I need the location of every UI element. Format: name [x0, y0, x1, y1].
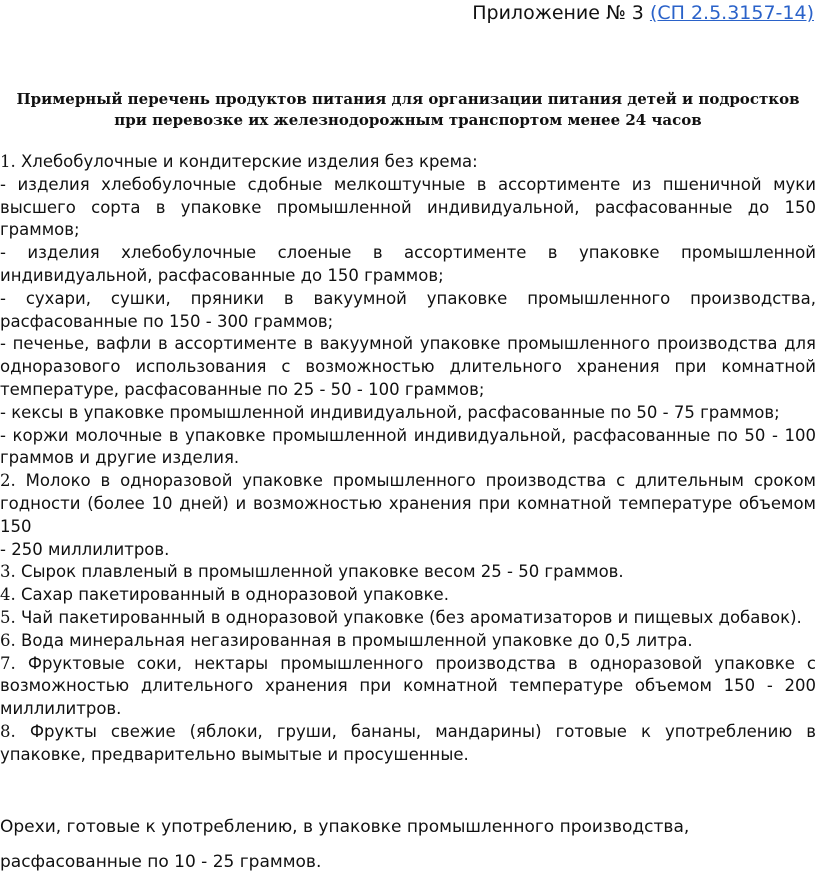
item-marker: 7. [0, 653, 16, 673]
item-text: кексы в упаковке промышленной индивидуальной, расфасованные по 50 - 75 граммов; [5, 402, 780, 422]
document-title [0, 89, 816, 131]
list-item [0, 561, 816, 584]
list-item [0, 607, 816, 630]
item-text: Хлебобулочные и кондитерские изделия без крема: [15, 152, 478, 171]
list-item [0, 470, 816, 538]
appendix-label: Приложение № 3 [472, 2, 650, 24]
nuts-line-2: расфасованные по 10 - 25 граммов. [0, 852, 322, 872]
item-marker: - [0, 243, 6, 263]
list-item [0, 174, 816, 242]
item-marker: - [0, 288, 6, 308]
item-text: Сахар пакетированный в одноразовой упаковке. [15, 585, 449, 605]
nuts-line-1: Орехи, готовые к употреблению, в упаковке промышленного производства, [0, 817, 690, 837]
item-marker: - [0, 539, 6, 559]
item-text: Фрукты свежие (яблоки, груши, бананы, мандарины) готовые к употреблению в упаковке, предварительно вымытые и просушенные. [0, 721, 816, 764]
list-item [0, 288, 816, 334]
list-item [0, 584, 816, 607]
appendix-header [472, 1, 814, 25]
regulation-link[interactable]: (СП 2.5.3157-14) [649, 2, 814, 24]
item-marker: - [0, 402, 6, 422]
list-item [0, 151, 816, 174]
item-marker: 4. [0, 585, 16, 605]
item-text: сухари, сушки, пряники в вакуумной упаковке промышленного производства, расфасованные по 150 - 300 граммов; [0, 288, 816, 331]
list-item [0, 333, 816, 401]
item-text: печенье, вафли в ассортименте в вакуумной упаковке промышленного производства для одноразового использования с возможностью длительного хранения при комнатной температуре, расфасованные по 25 - 50 - 100 граммов; [0, 334, 816, 399]
item-text: Молоко в одноразовой упаковке промышленного производства с длительным сроком годности (более 10 дней) и возможностью хранения при комнатной температуре объемом 150 [0, 471, 816, 536]
item-marker: 8. [0, 721, 16, 741]
list-item [0, 721, 816, 767]
item-text: 250 миллилитров. [5, 539, 170, 559]
item-text: изделия хлебобулочные слоеные в ассортименте в упаковке промышленной индивидуальной, расфасованные до 150 граммов; [0, 243, 816, 285]
list-item [0, 630, 816, 653]
item-marker: - [0, 334, 6, 354]
title-line-1: Примерный перечень продуктов питания для организации питания детей и подростков [16, 90, 800, 108]
item-marker: - [0, 174, 6, 194]
item-marker: 3. [0, 562, 16, 582]
item-marker: 2. [0, 471, 16, 491]
item-text: Чай пакетированный в одноразовой упаковке (без ароматизаторов и пищевых добавок). [15, 607, 802, 627]
list-item [0, 653, 816, 721]
item-marker: - [0, 425, 6, 445]
item-text: Сырок плавленый в промышленной упаковке весом 25 - 50 граммов. [15, 562, 624, 582]
list-item [0, 402, 816, 425]
list-item [0, 242, 816, 288]
item-text: Вода минеральная негазированная в промышленной упаковке до 0,5 литра. [15, 630, 693, 650]
product-list [0, 151, 816, 767]
item-marker: 5. [0, 607, 16, 627]
item-marker: 6. [0, 630, 16, 650]
item-text: Фруктовые соки, нектары промышленного производства в одноразовой упаковке с возможностью длительного хранения при комнатной температуре объемом 150 - 200 миллилитров. [0, 653, 816, 719]
list-item [0, 539, 816, 562]
list-item [0, 425, 816, 471]
item-marker: 1. [0, 152, 16, 171]
item-text: изделия хлебобулочные сдобные мелкоштучные в ассортименте из пшеничной муки высшего сорта в упаковке промышленной индивидуальной, расфасованные до 150 граммов; [0, 174, 816, 240]
item-text: коржи молочные в упаковке промышленной индивидуальной, расфасованные по 50 - 100 граммов и другие изделия. [0, 425, 816, 468]
title-line-2: при перевозке их железнодорожным транспортом менее 24 часов [114, 111, 702, 129]
